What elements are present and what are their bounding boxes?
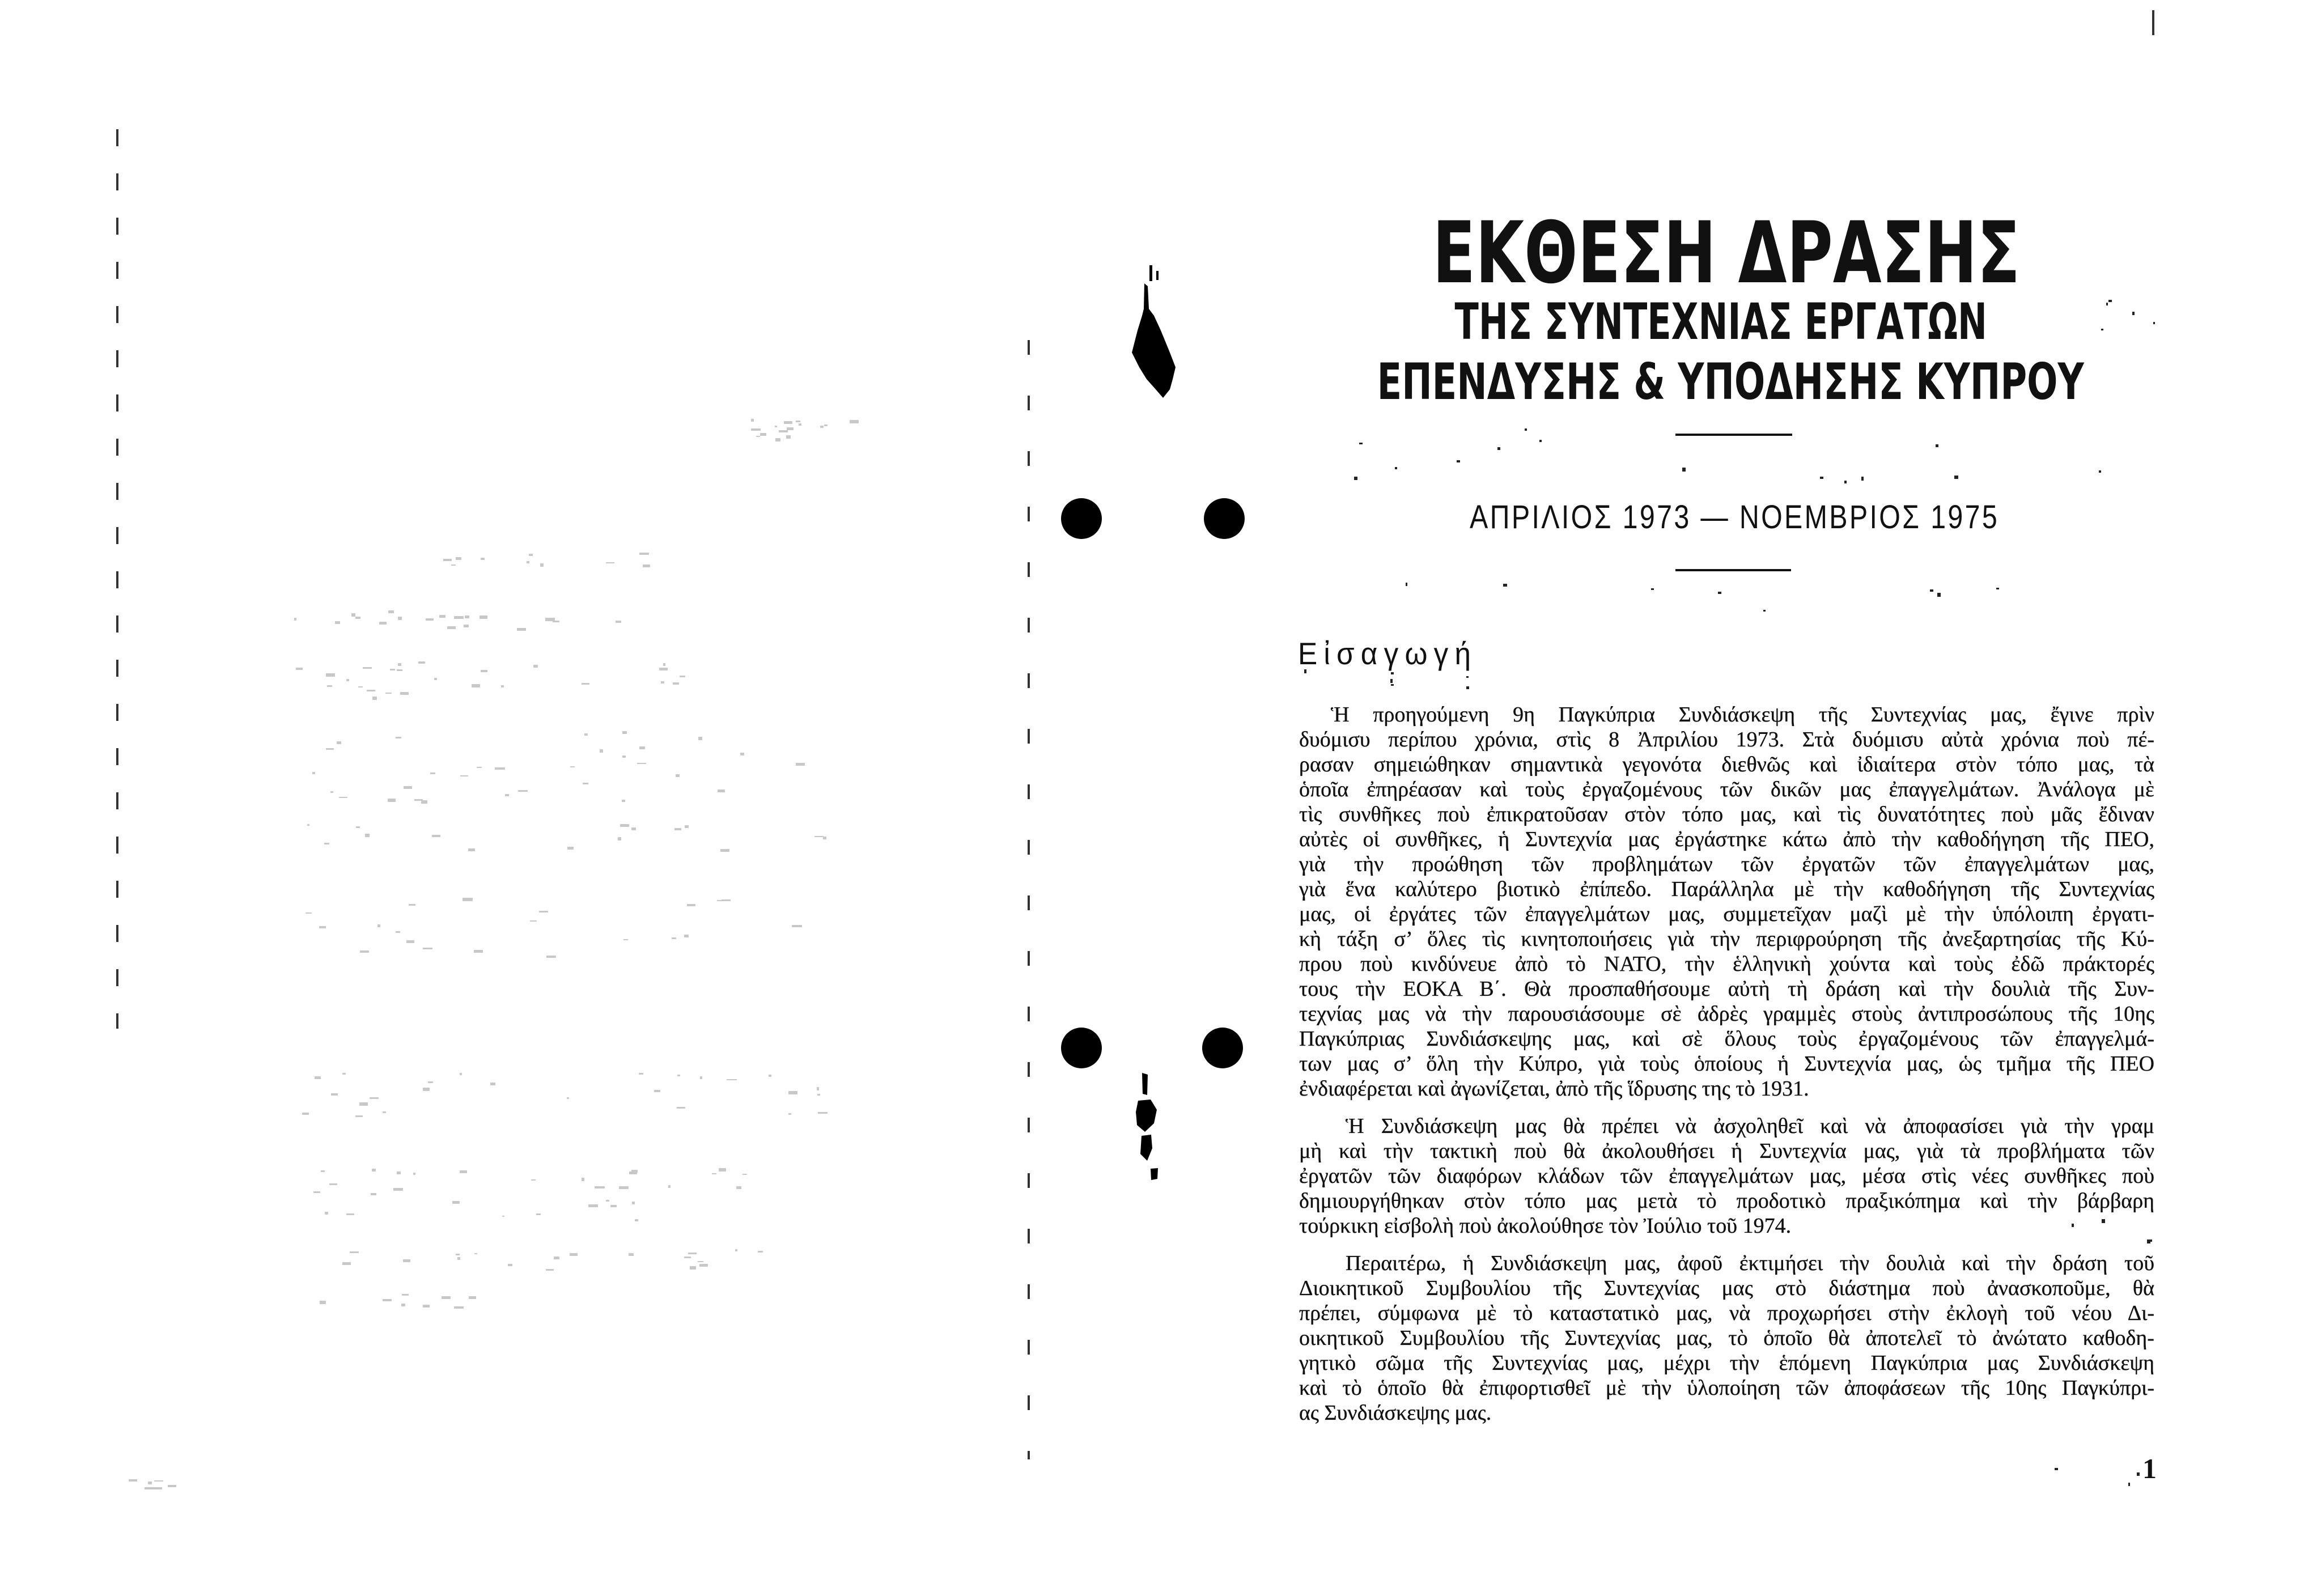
paragraph-line: ἐνδιαφέρεται καὶ ἀγωνίζεται, ἀπὸ τῆς ἵδρυσης της τὸ 1931. xyxy=(1299,1077,1809,1101)
paragraph-line: μας, οἱ ἐργάτες τῶν ἐπαγγελμάτων μας, συμμετεῖχαν μαζὶ μὲ τὴν ὑπόλοιπη ἐργατι- xyxy=(1299,902,2155,926)
paragraph-line: μὴ καὶ τὴν τακτικὴ ποὺ θὰ ἀκολουθήσει ἡ Συντεχνία μας, γιὰ τὰ προβλήματα τῶν xyxy=(1299,1139,2155,1163)
document-title: ΕΚΘΕΣΗ ΔΡΑΣΗΣ xyxy=(1432,204,2021,303)
paragraph-line: τους τὴν ΕΟΚΑ Β΄. Θὰ προσπαθήσουμε αὐτὴ τὴ δράση καὶ τὴν δουλιὰ τῆς Συν- xyxy=(1299,977,2154,1001)
subtitle-row-1 xyxy=(1211,292,2231,351)
paragraph-line: αὐτὲς οἱ συνθῆκες, ἡ Συντεχνία μας ἐργάστηκε κάτω ἀπὸ τὴν καθοδήγηση τῆς ΠΕΟ, xyxy=(1299,827,2155,851)
paragraph-line: τὶς συνθῆκες ποὺ ἐπικρατοῦσαν στὸν τόπο μας, καὶ τὶς δυνατότητες ποὺ μᾶς ἔδιναν xyxy=(1299,803,2154,826)
section-heading: Εἰσαγωγή xyxy=(1298,636,1478,671)
paragraph-line: Ἡ προηγούμενη 9η Παγκύπρια Συνδιάσκεψη τῆς Συντεχνίας μας, ἔγινε πρὶν xyxy=(1331,703,2154,727)
paragraph-line: των μας σ’ ὅλη τὴν Κύπρο, γιὰ τοὺς ὁποίους ἡ Συντεχνία μας, ὡς τμῆμα τῆς ΠΕΟ xyxy=(1299,1052,2155,1076)
intro-paragraph xyxy=(1299,1251,2154,1425)
paragraph-line: ρασαν σημειώθηκαν σημαντικὰ γεγονότα διεθνῶς καὶ ἰδιαίτερα στὸν τόπο μας, τὰ xyxy=(1299,753,2155,776)
intro-paragraph xyxy=(1299,702,2154,1101)
paragraph-line: πρέπει, σύμφωνα μὲ τὸ καταστατικὸ μας, νὰ προχωρήσει στὴν ἐκλογὴ τοῦ νέου Δι- xyxy=(1299,1301,2155,1325)
paragraph-line: Διοικητικοῦ Συμβουλίου τῆς Συντεχνίας μας στὸ διάστημα ποὺ ἀνασκοποῦμε, θὰ xyxy=(1299,1276,2155,1300)
paragraph-line: ας Συνδιάσκεψης μας. xyxy=(1299,1401,1492,1425)
title-row xyxy=(1216,204,2237,303)
paragraph-line: Παγκύπριας Συνδιάσκεψης μας, καὶ σὲ ὅλους τοὺς ἐργαζομένους τῶν ἐπαγγελμά- xyxy=(1299,1027,2154,1051)
paragraph-line: δυόμισυ περίπου χρόνια, στὶς 8 Ἀπριλίου 1973. Στὰ δυόμισυ αὐτὰ χρόνια ποὺ πέ- xyxy=(1299,728,2155,752)
period-divider xyxy=(1675,569,1791,571)
intro-paragraph xyxy=(1299,1114,2154,1238)
paragraph-line: γιὰ τὴν προώθηση τῶν προβλημάτων τῶν ἐργατῶν τῶν ἐπαγγελμάτων μας, xyxy=(1299,852,2154,876)
paragraph-line: ὁποῖα ἐπηρέασαν καὶ τοὺς ἐργαζομένους τῶν δικῶν μας ἐπαγγελμάτων. Ἀνάλογα μὲ xyxy=(1299,778,2155,801)
subtitle-line: ΕΠΕΝΔΥΣΗΣ & ΥΠΟΔΗΣΗΣ ΚΥΠΡΟΥ xyxy=(1377,353,2084,411)
left-page-blank xyxy=(0,0,1054,1596)
paragraph-line: τεχνίας μας νὰ τὴν παρουσιάσουμε σὲ ἀδρὲς γραμμὲς στοὺς ἀντιπροσώπους τῆς 10ης xyxy=(1299,1002,2155,1026)
paragraph-line: δημιουργήθηκαν στὸν τόπο μας μετὰ τὸ προδοτικὸ πραξικόπημα καὶ τὴν βάρβαρη xyxy=(1299,1189,2155,1213)
paragraph-line: κὴ τάξη σ’ ὅλες τὶς κινητοποιήσεις γιὰ τὴν περιφρούρηση τῆς ἀνεξαρτησίας τῆς Κύ- xyxy=(1299,927,2155,951)
paragraph-line: καὶ τὸ ὁποῖο θὰ ἐπιφορτισθεῖ μὲ τὴν ὑλοποίηση τῶν ἀποφάσεων τῆς 10ης Παγκύπρι- xyxy=(1299,1376,2155,1400)
paragraph-line: τούρκικη εἰσβολὴ ποὺ ἀκολούθησε τὸν Ἰούλιο τοῦ 1974. xyxy=(1299,1214,1792,1238)
paragraph-line: γιὰ ἕνα καλύτερο βιοτικὸ ἐπίπεδο. Παράλληλα μὲ τὴν καθοδήγηση τῆς Συντεχνίας xyxy=(1299,877,2155,901)
subtitle-line: ΤΗΣ ΣΥΝΤΕΧΝΙΑΣ ΕΡΓΑΤΩΝ xyxy=(1454,292,1987,351)
period-row xyxy=(1224,501,2244,534)
paragraph-line: Ἡ Συνδιάσκεψη μας θὰ πρέπει νὰ ἀσχοληθεῖ καὶ νὰ ἀποφασίσει γιὰ τὴν γραμ xyxy=(1346,1114,2154,1138)
paragraph-line: πρου ποὺ κινδύνευε ἀπὸ τὸ ΝΑΤΟ, τὴν ἑλληνικὴ χούντα καὶ τοὺς ἐδῶ πράκτορές xyxy=(1299,952,2154,976)
paragraph-line: ἐργατῶν τῶν διαφόρων κλάδων τῶν ἐπαγγελμάτων μας, μέσα στὶς νέες συνθῆκες ποὺ xyxy=(1299,1164,2155,1188)
paragraph-line: γητικὸ σῶμα τῆς Συντεχνίας μας, μέχρι τὴν ἑπόμενη Παγκύπρια μας Συνδιάσκεψη xyxy=(1299,1351,2155,1375)
subtitle-row-2 xyxy=(1220,353,2241,411)
page-number: 1 xyxy=(2142,1453,2157,1484)
paragraph-line: Περαιτέρω, ἡ Συνδιάσκεψη μας, ἀφοῦ ἐκτιμήσει τὴν δουλιὰ καὶ τὴν δράση τοῦ xyxy=(1346,1251,2155,1275)
report-period: ΑΠΡΙΛΙΟΣ 1973 — ΝΟΕΜΒΡΙΟΣ 1975 xyxy=(1469,499,2000,536)
title-divider xyxy=(1675,434,1792,436)
paragraph-line: οικητικοῦ Συμβουλίου τῆς Συντεχνίας μας, τὸ ὁποῖο θὰ ἀποτελεῖ τὸ ἀνώτατο καθοδη- xyxy=(1299,1326,2154,1350)
